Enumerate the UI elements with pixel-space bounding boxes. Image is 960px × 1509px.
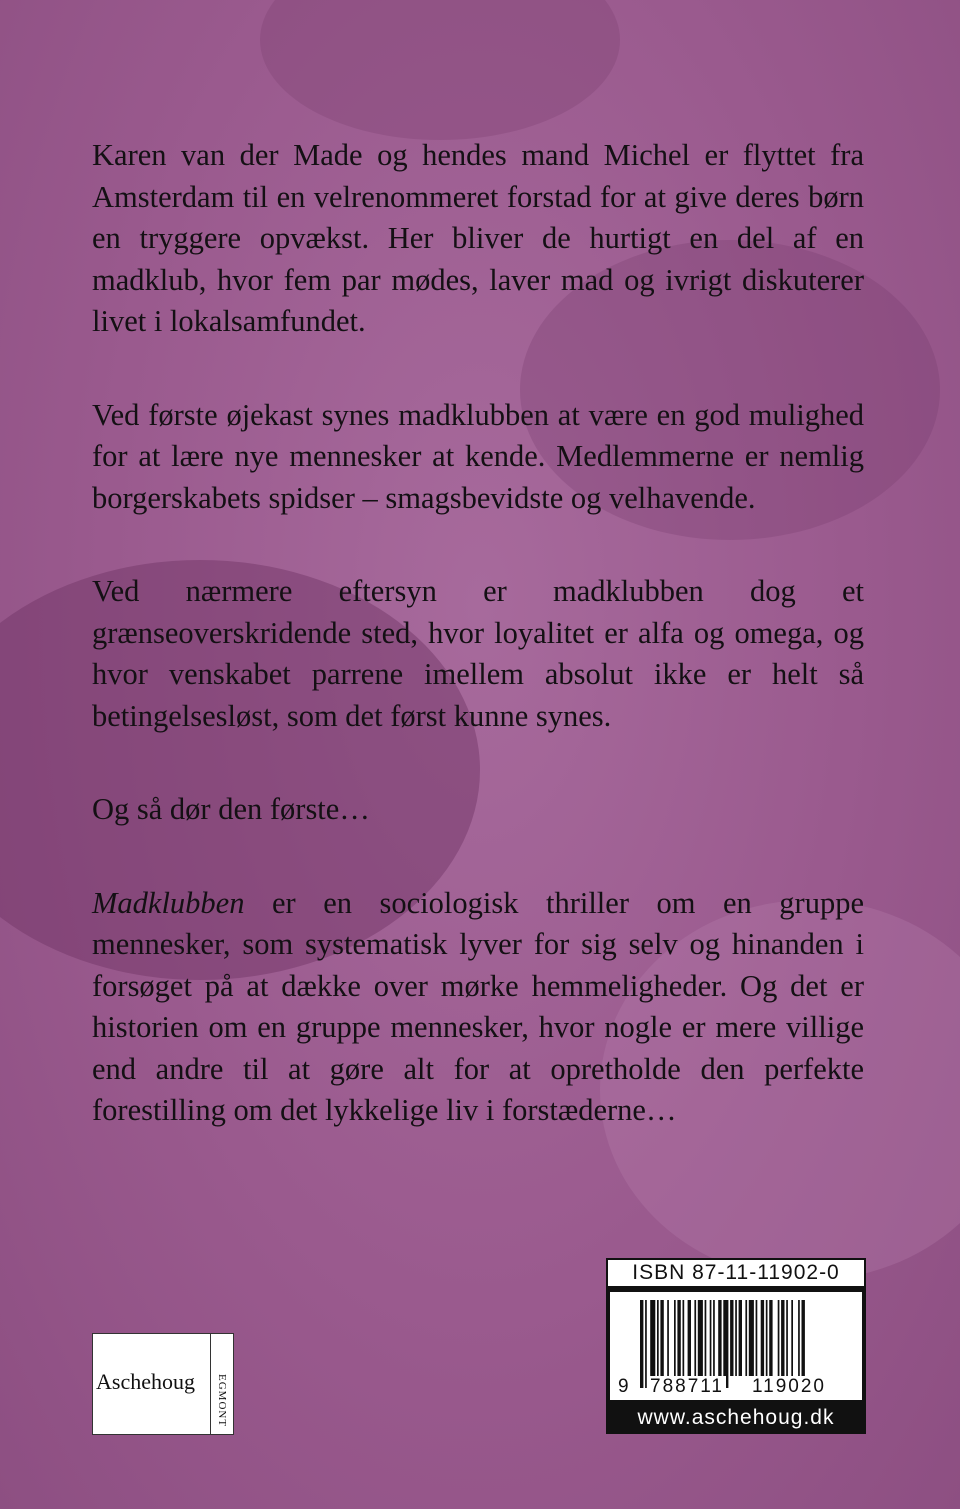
barcode-bar bbox=[769, 1300, 772, 1376]
barcode-bar bbox=[761, 1300, 764, 1376]
barcode-bar bbox=[698, 1300, 703, 1376]
imprint-name: EGMONT bbox=[216, 1374, 228, 1428]
publisher-logo bbox=[92, 1333, 234, 1435]
barcode-bar bbox=[781, 1300, 784, 1376]
barcode-bar bbox=[749, 1300, 754, 1376]
blurb-paragraph: Ved nærmere eftersyn er madklubben dog et grænseoverskridende sted, hvor loyalitet er alfa og omega, og hvor venskabet parrene imellem absolut ikke er helt så betingelsesløst, som det først kunne synes. bbox=[92, 574, 864, 733]
barcode-bar bbox=[730, 1300, 733, 1376]
barcode-bar bbox=[766, 1300, 768, 1376]
barcode-bar bbox=[640, 1300, 643, 1388]
barcode-bar bbox=[778, 1300, 780, 1376]
barcode-bar bbox=[713, 1300, 715, 1376]
barcode-bar bbox=[650, 1300, 655, 1376]
barcode-bar bbox=[735, 1300, 737, 1376]
barcode-digit-group: 788711 bbox=[650, 1376, 724, 1397]
barcode-bar bbox=[756, 1300, 758, 1376]
barcode-bar bbox=[694, 1300, 696, 1376]
blurb-paragraph: Og så dør den første… bbox=[92, 792, 370, 826]
barcode-lead-digit: 9 bbox=[618, 1376, 629, 1397]
barcode-bar bbox=[718, 1300, 721, 1376]
book-title-italic: Madklubben bbox=[92, 885, 245, 920]
barcode-bar bbox=[688, 1300, 691, 1376]
barcode-bar bbox=[745, 1300, 747, 1376]
barcode-bar bbox=[739, 1300, 742, 1376]
barcode-bar bbox=[667, 1300, 669, 1376]
barcode-bar bbox=[660, 1300, 663, 1376]
barcode-bar bbox=[710, 1300, 712, 1376]
isbn-label: ISBN 87-11-11902-0 bbox=[606, 1258, 866, 1288]
barcode-bar bbox=[786, 1300, 788, 1376]
publisher-name: Aschehoug bbox=[96, 1369, 195, 1394]
barcode-bar bbox=[798, 1300, 800, 1376]
isbn-barcode-block bbox=[606, 1258, 866, 1434]
barcode-bar bbox=[802, 1300, 805, 1388]
barcode-bar bbox=[657, 1300, 659, 1376]
blurb-paragraph: Ved første øjekast synes madklubben at være en god mulighed for at lære nye mennesker at kende. Medlemmerne er nemlig borgerskabets spidser – smagsbevidste og velhavende. bbox=[92, 397, 864, 515]
barcode-bar bbox=[705, 1300, 707, 1376]
back-cover-blurb bbox=[92, 135, 864, 1132]
barcode-bar bbox=[677, 1300, 680, 1376]
publisher-website: www.aschehoug.dk bbox=[637, 1406, 835, 1429]
barcode bbox=[610, 1292, 862, 1400]
blurb-paragraph bbox=[92, 883, 864, 1132]
barcode-bar bbox=[683, 1300, 685, 1376]
blurb-paragraph: Karen van der Made og hendes mand Michel er flyttet fra Amsterdam til en velrenommeret forstad for at give deres børn en tryggere opvækst. Her bliver de hurtigt en del af en madklub, hvor fem par mødes, laver mad og ivrigt diskuterer livet i lokalsamfundet. bbox=[92, 138, 864, 338]
barcode-bar bbox=[674, 1300, 676, 1376]
imprint-strip bbox=[210, 1334, 233, 1434]
barcode-digit-group: 119020 bbox=[752, 1376, 826, 1397]
barcode-bar bbox=[645, 1300, 647, 1388]
blurb-text: er en sociologisk thriller om en gruppe mennesker, som systematisk lyver for sig selv og hinanden i forsøget på at dække over mørke hemmeligheder. Og det er historien om en gruppe mennesker, hvor nogle er mere villige end andre til at gøre alt for at opretholde den perfekte forestilling om det lykkelige liv i forstæderne… bbox=[92, 885, 864, 1127]
barcode-bar bbox=[723, 1300, 728, 1388]
barcode-bar bbox=[791, 1300, 793, 1376]
background-decoration bbox=[260, 0, 620, 140]
